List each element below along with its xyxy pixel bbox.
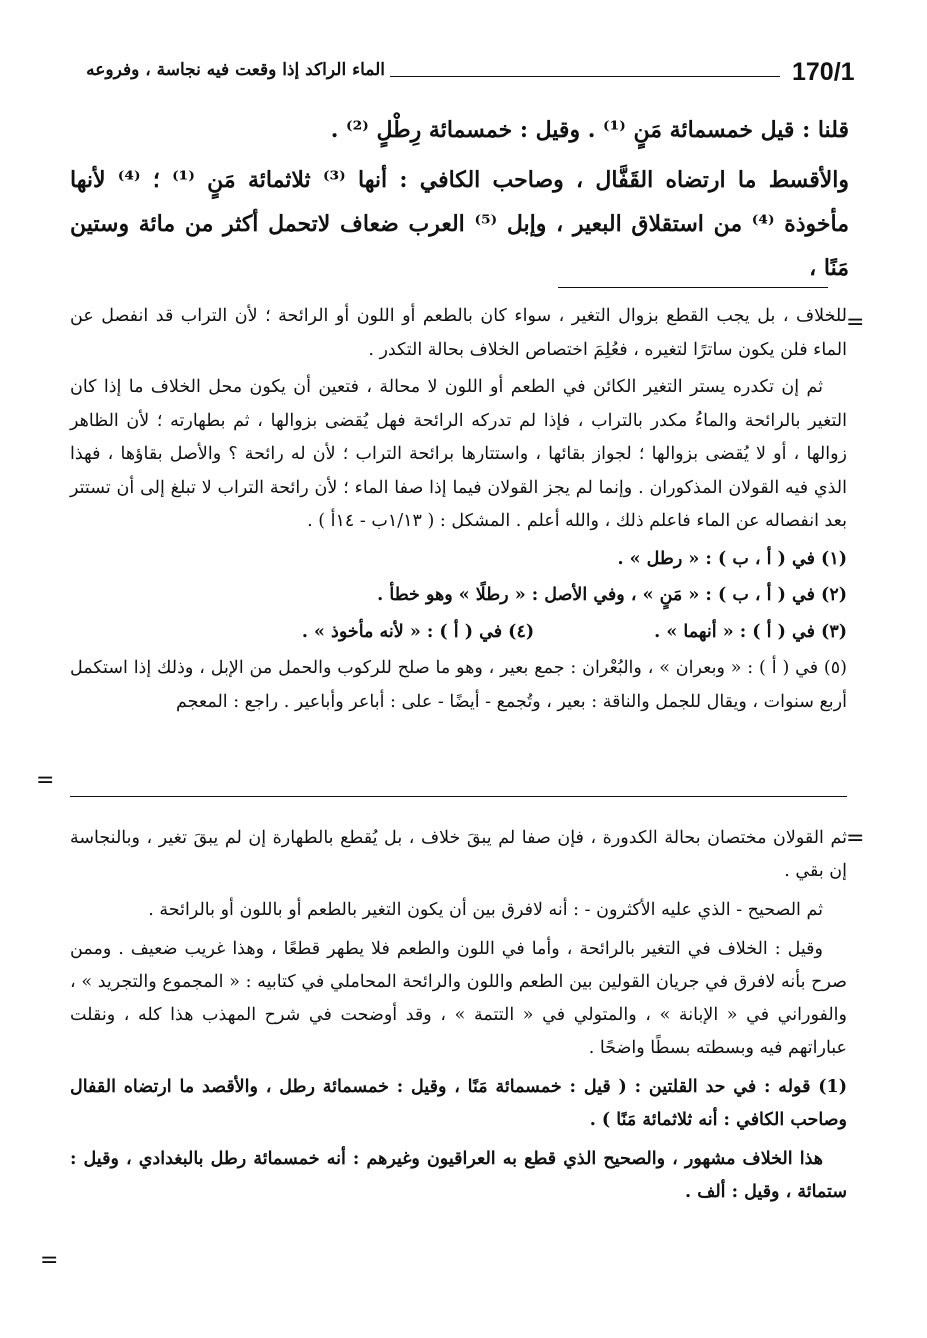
continuation-marker: = [40,1248,59,1273]
commentary-paragraph: هذا الخلاف مشهور ، والصحيح الذي قطع به العراقيون وغيرهم : أنه خمسمائة رطل بالبغدادي ، وقيل : ستمائة ، وقيل : ألف . [70,1149,847,1202]
continuation-marker: = [36,768,55,793]
commentary-paragraph: وقيل : الخلاف في التغير بالرائحة ، وأما في اللون والطعم فلا يطهر قطعًا ، وهذا غريب ضعيف . وممن صرح بأنه لافرق في جريان القولين بين الطعم واللون والرائحة المحاملي في كتابيه : « المجموع والتجريد » ، والفوراني في « الإبانة » ، والمتولي في « التتمة » ، وقد أوضحت في شرح المهذب هذا كله ، ونقلت عباراتهم فيه وبسطته بسطًا واضحًا . [70,939,847,1058]
commentary-quote: (1) قوله : في حد القلتين : ( قيل : خمسمائة مَنًا ، وقيل : خمسمائة رطل ، والأقصد ما ارتضاه القفال وصاحب الكافي : أنه ثلاثمائة مَنًا ) . [70,1077,847,1130]
note-paragraph: ثم إن تكدره يستر التغير الكائن في الطعم أو اللون لا محالة ، فتعين أن يكون محل الخلاف ما إذا كان التغير بالرائحة والماءُ مكدر بالتراب ، فإذا لم تدركه الرائحة فهل يُقضى بزوالها ، ثم بطهارته ؛ لأن الظاهر زوالها ، أو لا يُقضى بزوالها ؛ لجواز بقائها ، واستتارها برائحة التراب ؛ لأن له رائحة ؟ والأصل بقاؤها ، فهذا الذي فيه القولان المذكوران . وإنما لم يجز القولان فيما إذا صفا الماء ؛ لأن رائحة التراب لا تبلغ إلى أن تستتر بعد انفصاله عن الماء فاعلم ذلك ، والله أعلم . المشكل : ( ١/١٣ب - ١٤أ ) . [70,377,847,531]
footnote-1: (١) في ( أ ، ب ) : « رطل » . [617,548,847,569]
footnote-2: (٢) في ( أ ، ب ) : « مَنٍ » ، وفي الأصل : « رطلًا » وهو خطأ . [377,585,847,605]
footnote-separator [558,287,828,288]
continuation-marker: = [846,310,865,335]
footnote-3: (٣) في ( أ ) : « أنهما » . [654,621,847,642]
main-text [70,108,849,290]
footnote-4: (٤) في ( أ ) : « لأنه مأخوذ » . [301,621,535,642]
footnote-5: (٥) في ( أ ) : « وبعران » ، والبُعْران : جمع بعير ، وهو ما صلح للركوب والحمل من الإبل ، وذلك إذا استكمل أربع سنوات ، ويقال للجمل والناقة : بعير ، وتُجمع - أيضًا - على : أباعر وأباعير . راجع : المعجم [70,658,847,712]
running-title: الماء الراكد إذا وقعت فيه نجاسة ، وفروعه [86,60,385,80]
footnotes-section [70,300,847,722]
page-number: 170/1 [792,58,855,86]
page-header [60,56,855,96]
footnote-row [70,616,847,650]
note-paragraph: للخلاف ، بل يجب القطع بزوال التغير ، سواء كان بالطعم أو اللون أو الرائحة ؛ لأن التراب قد انفصل عن الماء فلن يكون ساترًا لتغيره ، فعُلِمَ اختصاص الخلاف بحالة التكدر . [70,306,847,360]
section-divider [70,796,847,797]
main-line: والأقسط ما ارتضاه القَفَّال ، وصاحب الكافي : أنها ⁽³⁾ ثلاثمائة مَنٍ ⁽¹⁾ ؛ ⁽⁴⁾ لأنها مأخوذة ⁽⁴⁾ من استقلاق البعير ، وإبل ⁽⁵⁾ العرب ضعاف لاتحمل أكثر من مائة وستين مَنًا ، [70,167,850,281]
commentary-paragraph: ثم الصحيح - الذي عليه الأكثرون - : أنه لافرق بين أن يكون التغير بالطعم أو باللون أو بالرائحة . [148,900,823,920]
commentary-paragraph: ثم القولان مختصان بحالة الكدورة ، فإن صفا لم يبقَ خلاف ، بل يُقطع بالطهارة إن لم يبقَ تغير ، وبالنجاسة إن بقي . [70,828,847,881]
main-line: قلنا : قيل خمسمائة مَنٍ ⁽¹⁾ . وقيل : خمسمائة رِطْلٍ ⁽²⁾ . [330,117,849,143]
commentary-section [70,822,847,1215]
header-rule [390,76,780,77]
continuation-marker: = [846,826,865,851]
